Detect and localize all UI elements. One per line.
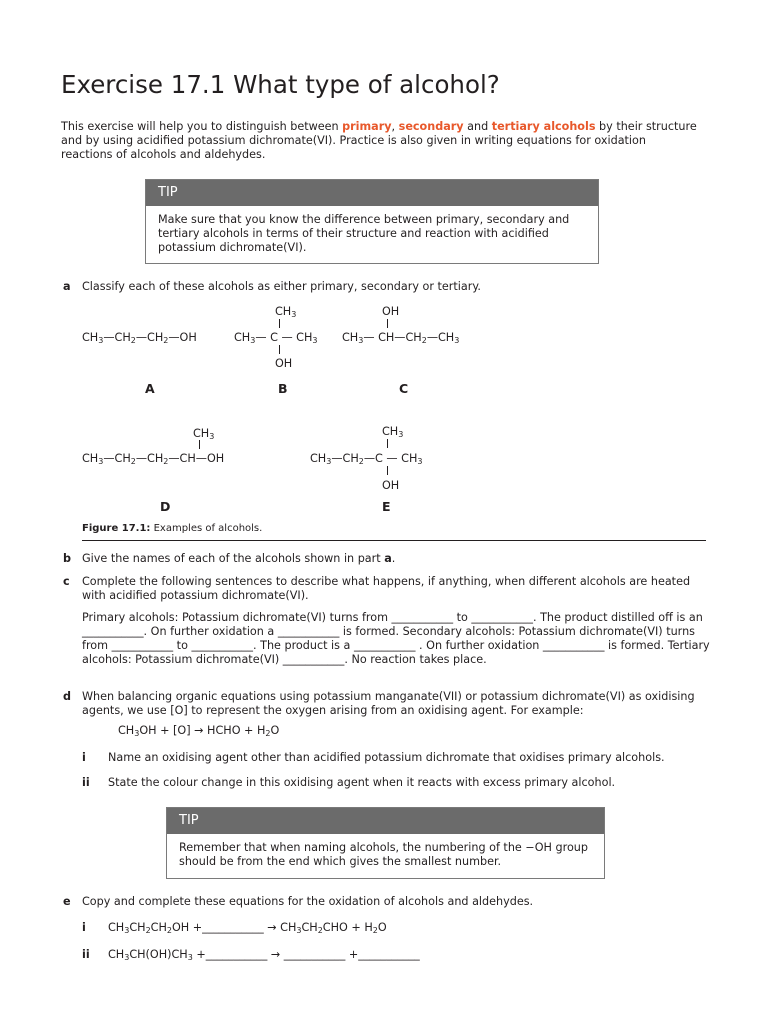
bond-line <box>387 319 388 328</box>
structure-b-main: $CH_3—$ C — $CH_3$ <box>234 331 318 345</box>
bond-line <box>387 466 388 475</box>
keyword-tertiary: tertiary alcohols <box>491 120 596 133</box>
structure-e-label: E <box>382 499 391 514</box>
structure-b-bottom: OH <box>275 357 293 370</box>
question-letter-d: d <box>63 690 72 703</box>
question-e-text: Copy and complete these equations for the oxidation of alcohols and aldehydes. <box>82 895 534 908</box>
figure-divider <box>82 540 706 541</box>
question-b-main: Give the names of each of the alcohols shown in part <box>82 552 385 565</box>
structure-a-formula: $CH_3—CH_2—CH_2—OH$ <box>82 331 197 345</box>
tip-heading: TIP <box>146 180 598 206</box>
structure-d-main: $CH_3—CH_2—CH_2—CH—OH$ <box>82 452 225 466</box>
question-d-i-text: Name an oxidising agent other than acidified potassium dichromate that oxidises primary alcohols. <box>108 751 665 764</box>
structure-e-main: $CH_3—CH_2—C$ — $CH_3$ <box>310 452 423 466</box>
intro-comma: , <box>391 120 399 133</box>
question-e-ii-label: ii <box>82 948 90 961</box>
structure-c-main: $CH_3—$ $CH—CH_2—CH_3$ <box>342 331 460 345</box>
question-b-end: . <box>391 552 396 565</box>
question-a-text: Classify each of these alcohols as either primary, secondary or tertiary. <box>82 280 481 293</box>
equation-e-ii: $CH_3CH(OH)CH_3$ +___________ → ___________ +___________ <box>108 948 420 962</box>
tip-box-2 <box>166 807 605 879</box>
example-equation: $CH_3OH + [O]$ → HCHO + $H_2O$ <box>118 724 280 738</box>
question-letter-a: a <box>63 280 71 293</box>
question-e-i-label: i <box>82 921 86 934</box>
equation-e-i: $CH_3CH_2CH_2OH$ +___________ → $CH_3CH_2CHO + H_2O$ <box>108 921 387 935</box>
page-title: Exercise 17.1 What type of alcohol? <box>61 70 500 99</box>
tip-heading: TIP <box>167 808 604 834</box>
question-d-ii-label: ii <box>82 776 90 789</box>
bond-line <box>387 439 388 448</box>
question-b-text <box>82 552 395 566</box>
structure-b-label: B <box>278 381 288 396</box>
question-b-bold: a <box>384 552 392 565</box>
structure-d-top: $CH_3$ <box>193 427 215 441</box>
figure-caption <box>82 523 262 534</box>
question-letter-e: e <box>63 895 71 908</box>
question-c-paragraph: Primary alcohols: Potassium dichromate(VI) turns from ___________ to ___________. The product distilled off is an ___________. On further oxidation a ___________ is formed. Secondary alcohols: Potassium dichromate(VI) turns from ___________ to ___________. The product is a ___________ . On further oxidation ___________ is formed. Tertiary alcohols: Potassium dichromate(VI) ___________. No reaction takes place. <box>82 611 710 666</box>
structure-e-bottom: OH <box>382 479 400 492</box>
tip-body: Make sure that you know the difference between primary, secondary and tertiary alcohols in terms of their structure and reaction with acidified potassium dichromate(VI). <box>158 213 570 254</box>
intro-text-end: by their structure and by using acidified potassium dichromate(VI). Practice is also given in writing equations for oxidation reactions of alcohols and aldehydes. <box>61 120 697 161</box>
bond-line <box>279 345 280 354</box>
structure-d-label: D <box>160 499 171 514</box>
question-letter-b: b <box>63 552 72 565</box>
intro-paragraph <box>61 120 701 162</box>
structure-c-top: OH <box>382 305 400 318</box>
intro-and: and <box>463 120 492 133</box>
question-d-ii-text: State the colour change in this oxidising agent when it reacts with excess primary alcohol. <box>108 776 616 789</box>
keyword-secondary: secondary <box>398 120 464 133</box>
intro-text: This exercise will help you to distinguish between <box>61 120 343 133</box>
bond-line <box>279 319 280 328</box>
structure-b-top: $CH_3$ <box>275 305 297 319</box>
figure-label: Figure 17.1: <box>82 523 151 534</box>
bond-line <box>199 440 200 449</box>
tip-body: Remember that when naming alcohols, the numbering of the −OH group should be from the end which gives the smallest number. <box>179 841 588 868</box>
question-d-i-label: i <box>82 751 86 764</box>
structure-c-label: C <box>399 381 409 396</box>
figure-caption-text: Examples of alcohols. <box>150 523 263 534</box>
question-d-text: When balancing organic equations using potassium manganate(VII) or potassium dichromate(VI) as oxidising agents, we use [O] to represent the oxygen arising from an oxidising agent. For example: <box>82 690 695 717</box>
question-letter-c: c <box>63 575 70 588</box>
structure-e-top: $CH_3$ <box>382 425 404 439</box>
keyword-primary: primary <box>342 120 392 133</box>
tip-box-1 <box>145 179 599 264</box>
question-c-text: Complete the following sentences to describe what happens, if anything, when different alcohols are heated with acidified potassium dichromate(VI). <box>82 575 691 602</box>
structure-a-label: A <box>145 381 155 396</box>
